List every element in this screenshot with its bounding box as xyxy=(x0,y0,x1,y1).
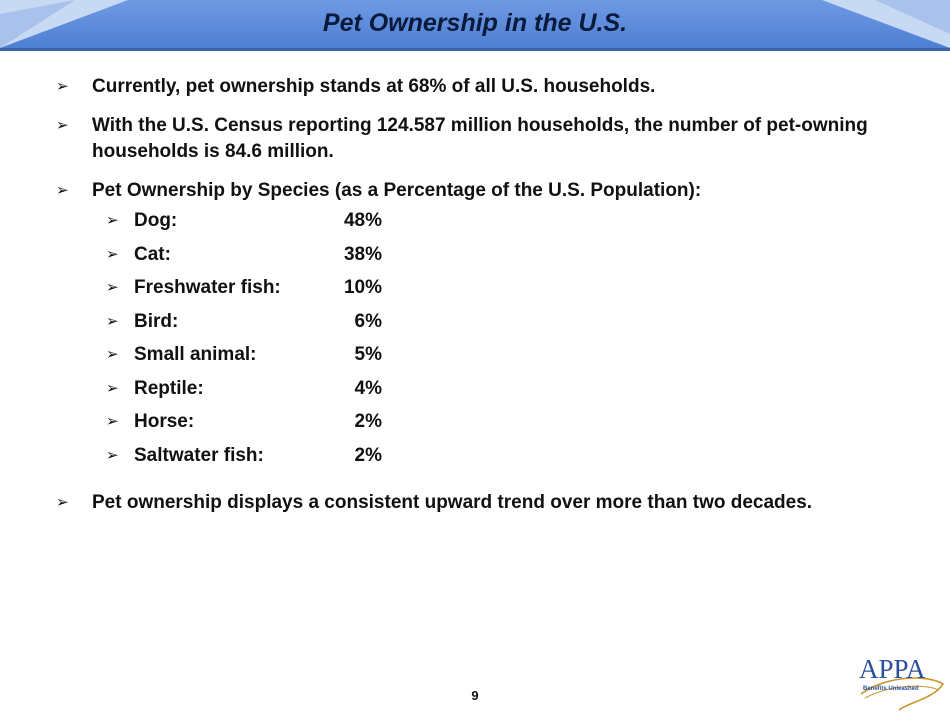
species-name: Small animal: xyxy=(134,344,257,365)
page-number: 9 xyxy=(471,688,479,703)
bullet-census-households xyxy=(56,113,916,165)
species-row xyxy=(106,409,916,443)
page-title: Pet Ownership in the U.S. xyxy=(322,9,628,37)
bullet-text: Currently, pet ownership stands at 68% of all U.S. households. xyxy=(92,76,656,97)
bullet-text: With the U.S. Census reporting 124.587 million households, the number of pet-owning households is 84.6 million. xyxy=(92,115,868,162)
title-banner xyxy=(0,0,950,51)
bullet-species-heading xyxy=(56,178,916,204)
arrow-bullet-icon: ➢ xyxy=(106,245,119,263)
slide-content xyxy=(56,74,916,529)
species-name: Bird: xyxy=(134,310,179,332)
arrow-bullet-icon: ➢ xyxy=(106,346,119,363)
arrow-bullet-icon: ➢ xyxy=(56,117,69,134)
species-row xyxy=(106,208,916,242)
species-value: 38% xyxy=(343,243,382,265)
species-name: Cat: xyxy=(134,243,171,265)
bullet-text: Pet ownership displays a consistent upward trend over more than two decades. xyxy=(92,492,813,513)
species-name: Saltwater fish: xyxy=(134,444,264,466)
species-value: 2% xyxy=(354,411,382,432)
appa-logo xyxy=(855,654,947,712)
arrow-bullet-icon: ➢ xyxy=(106,413,119,430)
species-name: Dog: xyxy=(134,210,178,231)
species-value: 48% xyxy=(343,210,382,231)
species-row xyxy=(106,443,916,477)
arrow-bullet-icon: ➢ xyxy=(56,182,69,199)
arrow-bullet-icon: ➢ xyxy=(106,446,119,464)
arrow-bullet-icon: ➢ xyxy=(106,312,119,330)
species-row xyxy=(106,376,916,410)
species-value: 5% xyxy=(354,344,382,365)
arrow-bullet-icon: ➢ xyxy=(106,279,119,296)
bullet-text: Pet Ownership by Species (as a Percentage of the U.S. Population): xyxy=(92,180,702,201)
species-name: Reptile: xyxy=(134,377,204,399)
species-value: 6% xyxy=(354,310,382,332)
bullet-upward-trend xyxy=(56,490,916,516)
species-row xyxy=(106,275,916,309)
species-value: 10% xyxy=(343,277,382,298)
arrow-bullet-icon: ➢ xyxy=(106,379,119,397)
species-row xyxy=(106,242,916,276)
logo-text: APPA xyxy=(859,654,926,684)
species-row xyxy=(106,309,916,343)
logo-tagline: Benefits Unleashed xyxy=(863,686,919,692)
bullet-ownership-rate xyxy=(56,74,916,100)
species-value: 2% xyxy=(354,444,382,466)
species-row xyxy=(106,342,916,376)
arrow-bullet-icon: ➢ xyxy=(56,494,69,511)
arrow-bullet-icon: ➢ xyxy=(56,78,69,95)
species-value: 4% xyxy=(354,377,382,399)
species-name: Horse: xyxy=(134,411,195,432)
species-list xyxy=(106,208,916,476)
species-name: Freshwater fish: xyxy=(134,277,281,298)
arrow-bullet-icon: ➢ xyxy=(106,212,119,229)
